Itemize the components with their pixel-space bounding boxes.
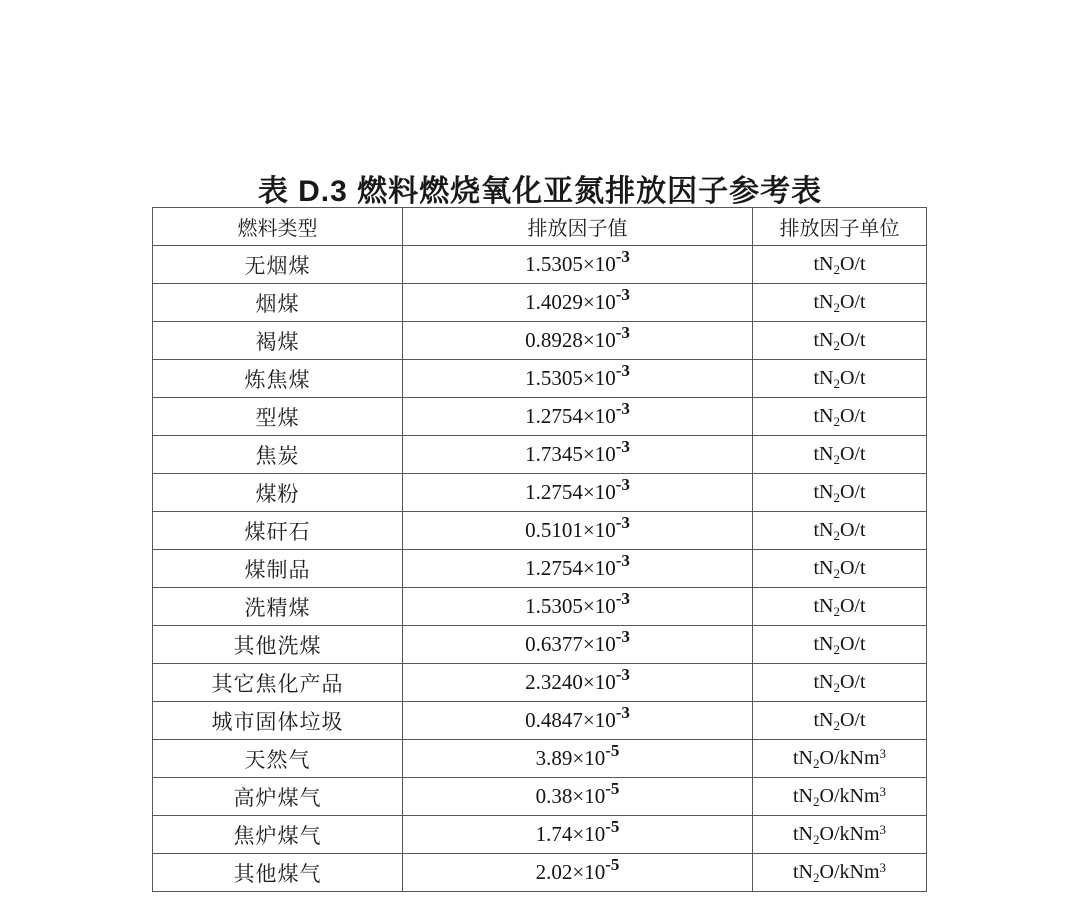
unit-body: O/kNm <box>819 861 880 883</box>
emission-factor-unit-cell <box>753 512 927 550</box>
emission-factor-table <box>152 207 927 892</box>
fuel-type-cell <box>153 284 403 322</box>
fuel-type-cell <box>153 474 403 512</box>
emission-factor-unit-cell <box>753 588 927 626</box>
table-row <box>153 588 927 626</box>
value-times-ten: ×10 <box>582 632 616 656</box>
unit-subscript: 2 <box>833 300 840 315</box>
fuel-type-cell <box>153 816 403 854</box>
fuel-type-label: 炼焦煤 <box>244 368 311 392</box>
value-times-ten: ×10 <box>582 518 616 542</box>
value-exponent: -3 <box>615 247 630 266</box>
value-times-ten: ×10 <box>582 556 616 580</box>
value-times-ten: ×10 <box>582 670 616 694</box>
unit-prefix: tN <box>813 633 834 655</box>
unit-subscript: 2 <box>833 490 840 505</box>
unit-prefix: tN <box>813 367 834 389</box>
unit-body: O/t <box>839 291 866 313</box>
unit-body: O/t <box>839 481 866 503</box>
unit-prefix: tN <box>813 405 834 427</box>
table-row <box>153 778 927 816</box>
emission-factor-unit-cell <box>753 778 927 816</box>
emission-factor-value-cell <box>403 512 753 550</box>
emission-factor-unit-cell <box>753 664 927 702</box>
unit-prefix: tN <box>813 291 834 313</box>
unit-subscript: 2 <box>833 414 840 429</box>
value-exponent: -5 <box>605 855 620 874</box>
value-times-ten: ×10 <box>572 860 606 884</box>
column-header-emission-factor-unit: 排放因子单位 <box>753 208 927 246</box>
table-row <box>153 246 927 284</box>
unit-prefix: tN <box>813 595 834 617</box>
table-row <box>153 284 927 322</box>
value-coefficient: 0.6377 <box>525 632 583 656</box>
fuel-type-label: 煤制品 <box>244 558 311 582</box>
unit-subscript: 2 <box>813 832 820 847</box>
unit-prefix: tN <box>813 519 834 541</box>
value-times-ten: ×10 <box>572 822 606 846</box>
table-row <box>153 474 927 512</box>
unit-subscript: 2 <box>833 338 840 353</box>
value-exponent: -3 <box>615 551 630 570</box>
unit-prefix: tN <box>813 329 834 351</box>
table-header-row <box>153 208 927 246</box>
unit-body: O/t <box>839 671 866 693</box>
fuel-type-label: 烟煤 <box>255 292 300 316</box>
unit-prefix: tN <box>813 443 834 465</box>
emission-factor-value-cell <box>403 816 753 854</box>
table-row <box>153 322 927 360</box>
emission-factor-value-cell <box>403 550 753 588</box>
unit-subscript: 2 <box>833 566 840 581</box>
table-row <box>153 626 927 664</box>
unit-body: O/t <box>839 595 866 617</box>
emission-factor-value-cell <box>403 626 753 664</box>
value-coefficient: 1.5305 <box>525 594 583 618</box>
value-times-ten: ×10 <box>582 404 616 428</box>
value-coefficient: 1.2754 <box>525 404 583 428</box>
table-row <box>153 740 927 778</box>
unit-prefix: tN <box>793 861 813 883</box>
fuel-type-label: 焦炉煤气 <box>233 824 322 848</box>
fuel-type-cell <box>153 436 403 474</box>
unit-body: O/kNm <box>819 823 880 845</box>
value-coefficient: 0.8928 <box>525 328 583 352</box>
table-row <box>153 436 927 474</box>
value-exponent: -3 <box>615 285 630 304</box>
fuel-type-label: 其它焦化产品 <box>211 672 344 696</box>
table-row <box>153 550 927 588</box>
unit-prefix: tN <box>813 253 834 275</box>
value-exponent: -5 <box>605 741 620 760</box>
unit-body: O/t <box>839 367 866 389</box>
unit-prefix: tN <box>793 747 813 769</box>
table-title: 表 D.3 燃料燃烧氧化亚氮排放因子参考表 <box>257 175 823 208</box>
emission-factor-value-cell <box>403 740 753 778</box>
value-times-ten: ×10 <box>582 252 616 276</box>
value-coefficient: 1.74 <box>535 822 573 846</box>
unit-prefix: tN <box>793 785 813 807</box>
emission-factor-unit-cell <box>753 474 927 512</box>
unit-subscript: 2 <box>833 262 840 277</box>
unit-prefix: tN <box>813 481 834 503</box>
unit-body: O/t <box>839 329 866 351</box>
fuel-type-cell <box>153 398 403 436</box>
emission-factor-value-cell <box>403 322 753 360</box>
emission-factor-unit-cell <box>753 322 927 360</box>
unit-prefix: tN <box>793 823 813 845</box>
emission-factor-unit-cell <box>753 398 927 436</box>
value-exponent: -3 <box>615 513 630 532</box>
column-header-fuel-type: 燃料类型 <box>153 208 403 246</box>
emission-factor-value-cell <box>403 854 753 892</box>
unit-body: O/t <box>839 709 866 731</box>
fuel-type-label: 无烟煤 <box>244 254 311 278</box>
fuel-type-label: 天然气 <box>244 748 311 772</box>
emission-factor-unit-cell <box>753 284 927 322</box>
unit-body: O/t <box>839 633 866 655</box>
table-body <box>153 246 927 892</box>
value-exponent: -3 <box>615 437 630 456</box>
value-coefficient: 0.5101 <box>525 518 583 542</box>
value-times-ten: ×10 <box>582 290 616 314</box>
unit-superscript: 3 <box>879 822 886 837</box>
fuel-type-cell <box>153 512 403 550</box>
value-exponent: -3 <box>615 361 630 380</box>
unit-body: O/kNm <box>819 785 880 807</box>
table-row <box>153 512 927 550</box>
table-row <box>153 816 927 854</box>
value-exponent: -5 <box>605 779 620 798</box>
fuel-type-cell <box>153 246 403 284</box>
fuel-type-cell <box>153 626 403 664</box>
emission-factor-unit-cell <box>753 816 927 854</box>
unit-subscript: 2 <box>833 604 840 619</box>
emission-factor-value-cell <box>403 398 753 436</box>
fuel-type-cell <box>153 854 403 892</box>
unit-body: O/t <box>839 557 866 579</box>
value-coefficient: 2.3240 <box>525 670 583 694</box>
emission-factor-unit-cell <box>753 436 927 474</box>
value-exponent: -3 <box>615 665 630 684</box>
unit-body: O/t <box>839 405 866 427</box>
value-times-ten: ×10 <box>572 746 606 770</box>
value-coefficient: 1.2754 <box>525 556 583 580</box>
emission-factor-value-cell <box>403 284 753 322</box>
emission-factor-unit-cell <box>753 702 927 740</box>
unit-superscript: 3 <box>879 784 886 799</box>
emission-factor-value-cell <box>403 664 753 702</box>
fuel-type-label: 煤粉 <box>255 482 300 506</box>
unit-superscript: 3 <box>879 746 886 761</box>
value-exponent: -3 <box>615 627 630 646</box>
unit-superscript: 3 <box>879 860 886 875</box>
value-coefficient: 3.89 <box>535 746 573 770</box>
emission-factor-unit-cell <box>753 246 927 284</box>
value-exponent: -3 <box>615 475 630 494</box>
fuel-type-label: 洗精煤 <box>244 596 311 620</box>
unit-subscript: 2 <box>833 376 840 391</box>
unit-subscript: 2 <box>813 870 820 885</box>
fuel-type-label: 褐煤 <box>255 330 300 354</box>
value-coefficient: 1.5305 <box>525 252 583 276</box>
table-row <box>153 398 927 436</box>
value-times-ten: ×10 <box>582 708 616 732</box>
unit-subscript: 2 <box>833 680 840 695</box>
unit-prefix: tN <box>813 709 834 731</box>
unit-prefix: tN <box>813 671 834 693</box>
value-exponent: -3 <box>615 703 630 722</box>
emission-factor-value-cell <box>403 702 753 740</box>
unit-body: O/t <box>839 443 866 465</box>
fuel-type-cell <box>153 588 403 626</box>
fuel-type-label: 其他煤气 <box>233 862 322 886</box>
emission-factor-value-cell <box>403 778 753 816</box>
unit-prefix: tN <box>813 557 834 579</box>
fuel-type-cell <box>153 702 403 740</box>
fuel-type-label: 型煤 <box>255 406 300 430</box>
value-times-ten: ×10 <box>572 784 606 808</box>
value-coefficient: 1.4029 <box>525 290 583 314</box>
value-exponent: -3 <box>615 399 630 418</box>
column-header-emission-factor-value: 排放因子值 <box>403 208 753 246</box>
value-exponent: -5 <box>605 817 620 836</box>
emission-factor-unit-cell <box>753 626 927 664</box>
unit-subscript: 2 <box>833 452 840 467</box>
value-times-ten: ×10 <box>582 480 616 504</box>
fuel-type-label: 城市固体垃圾 <box>211 710 344 734</box>
unit-subscript: 2 <box>813 756 820 771</box>
value-coefficient: 0.38 <box>535 784 573 808</box>
emission-factor-unit-cell <box>753 360 927 398</box>
emission-factor-unit-cell <box>753 740 927 778</box>
fuel-type-cell <box>153 778 403 816</box>
table-row <box>153 702 927 740</box>
fuel-type-cell <box>153 550 403 588</box>
emission-factor-value-cell <box>403 588 753 626</box>
value-times-ten: ×10 <box>582 366 616 390</box>
emission-factor-value-cell <box>403 246 753 284</box>
emission-factor-unit-cell <box>753 854 927 892</box>
fuel-type-cell <box>153 664 403 702</box>
fuel-type-cell <box>153 322 403 360</box>
value-coefficient: 0.4847 <box>525 708 583 732</box>
value-times-ten: ×10 <box>582 328 616 352</box>
value-coefficient: 1.2754 <box>525 480 583 504</box>
unit-body: O/kNm <box>819 747 880 769</box>
value-coefficient: 1.7345 <box>525 442 583 466</box>
fuel-type-label: 煤矸石 <box>244 520 311 544</box>
value-coefficient: 2.02 <box>535 860 573 884</box>
unit-subscript: 2 <box>833 718 840 733</box>
fuel-type-label: 其他洗煤 <box>233 634 322 658</box>
value-times-ten: ×10 <box>582 442 616 466</box>
fuel-type-cell <box>153 360 403 398</box>
emission-factor-value-cell <box>403 360 753 398</box>
emission-factor-unit-cell <box>753 550 927 588</box>
table-row <box>153 854 927 892</box>
value-exponent: -3 <box>615 589 630 608</box>
table-row <box>153 664 927 702</box>
unit-subscript: 2 <box>813 794 820 809</box>
fuel-type-label: 焦炭 <box>255 444 300 468</box>
emission-factor-value-cell <box>403 474 753 512</box>
unit-body: O/t <box>839 253 866 275</box>
emission-factor-value-cell <box>403 436 753 474</box>
unit-subscript: 2 <box>833 528 840 543</box>
table-row <box>153 360 927 398</box>
fuel-type-label: 高炉煤气 <box>233 786 322 810</box>
value-times-ten: ×10 <box>582 594 616 618</box>
value-coefficient: 1.5305 <box>525 366 583 390</box>
unit-subscript: 2 <box>833 642 840 657</box>
fuel-type-cell <box>153 740 403 778</box>
unit-body: O/t <box>839 519 866 541</box>
value-exponent: -3 <box>615 323 630 342</box>
